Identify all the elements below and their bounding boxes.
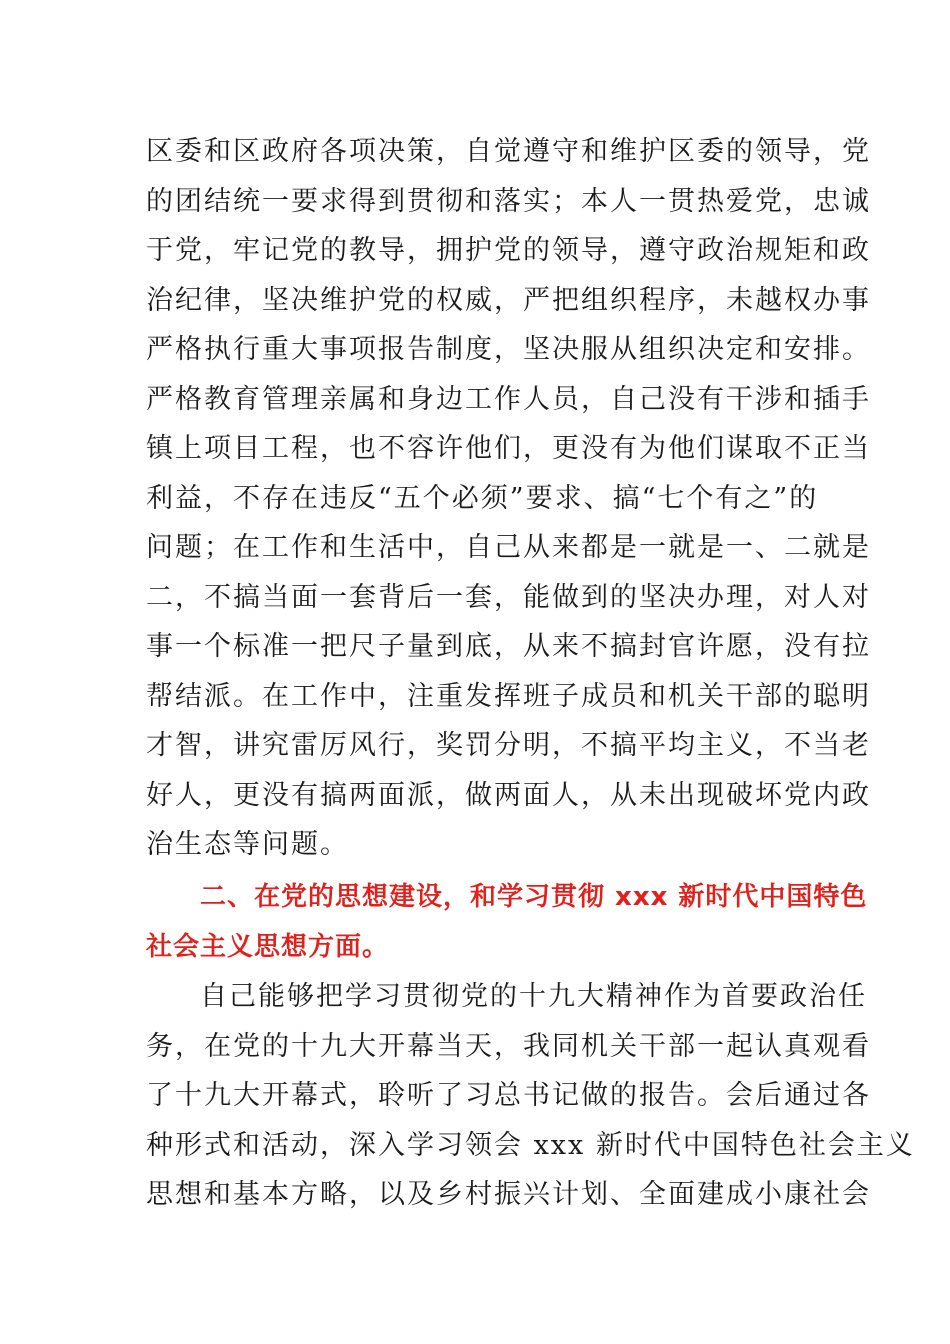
paragraph-2-line: 种形式和活动，深入学习领会 xxx 新时代中国特色社会主义 [146, 1129, 915, 1161]
paragraph-1-line: 利益，不存在违反“五个必须”要求、搞“七个有之”的 [146, 482, 819, 514]
paragraph-1-line: 严格执行重大事项报告制度，坚决服从组织决定和安排。 [146, 334, 871, 365]
section-heading [146, 873, 868, 972]
paragraph-1-line: 治纪律，坚决维护党的权威，严把组织程序，未越权办事 [146, 284, 871, 316]
section-heading-line: 社会主义思想方面。 [146, 931, 390, 962]
paragraph-1-line: 于党，牢记党的教导，拥护党的领导，遵守政治规矩和政 [146, 235, 871, 266]
paragraph-1-line: 好人，更没有搞两面派，做两面人，从未出现破坏党内政 [146, 779, 871, 811]
paragraph-1-line: 事一个标准一把尺子量到底，从来不搞封官许愿，没有拉 [146, 631, 871, 662]
section-heading-line: 二、在党的思想建设，和学习贯彻 xxx 新时代中国特色 [200, 882, 868, 912]
paragraph-1 [146, 127, 871, 870]
paragraph-1-line: 的团结统一要求得到贯彻和落实；本人一贯热爱党，忠诚 [146, 185, 871, 217]
paragraph-1-line: 问题；在工作和生活中，自己从来都是一就是一、二就是 [146, 532, 871, 563]
paragraph-2-line: 了十九大开幕式，聆听了习总书记做的报告。会后通过各 [146, 1080, 871, 1111]
paragraph-2-line: 思想和基本方略，以及乡村振兴计划、全面建成小康社会 [146, 1179, 871, 1210]
paragraph-2 [146, 972, 915, 1220]
paragraph-1-line: 区委和区政府各项决策，自觉遵守和维护区委的领导，党 [146, 136, 871, 167]
paragraph-1-line: 二，不搞当面一套背后一套，能做到的坚决办理，对人对 [146, 581, 871, 613]
paragraph-2-line: 务，在党的十九大开幕当天，我同机关干部一起认真观看 [146, 1030, 871, 1062]
paragraph-2-line: 自己能够把学习贯彻党的十九大精神作为首要政治任 [200, 981, 867, 1012]
paragraph-1-line: 才智，讲究雷厉风行，奖罚分明，不搞平均主义，不当老 [146, 730, 871, 761]
paragraph-1-line: 治生态等问题。 [146, 829, 349, 860]
paragraph-1-line: 镇上项目工程，也不容许他们，更没有为他们谋取不正当 [146, 433, 871, 464]
paragraph-1-line: 帮结派。在工作中，注重发挥班子成员和机关干部的聪明 [146, 680, 871, 712]
paragraph-1-line: 严格教育管理亲属和身边工作人员，自己没有干涉和插手 [146, 383, 871, 415]
